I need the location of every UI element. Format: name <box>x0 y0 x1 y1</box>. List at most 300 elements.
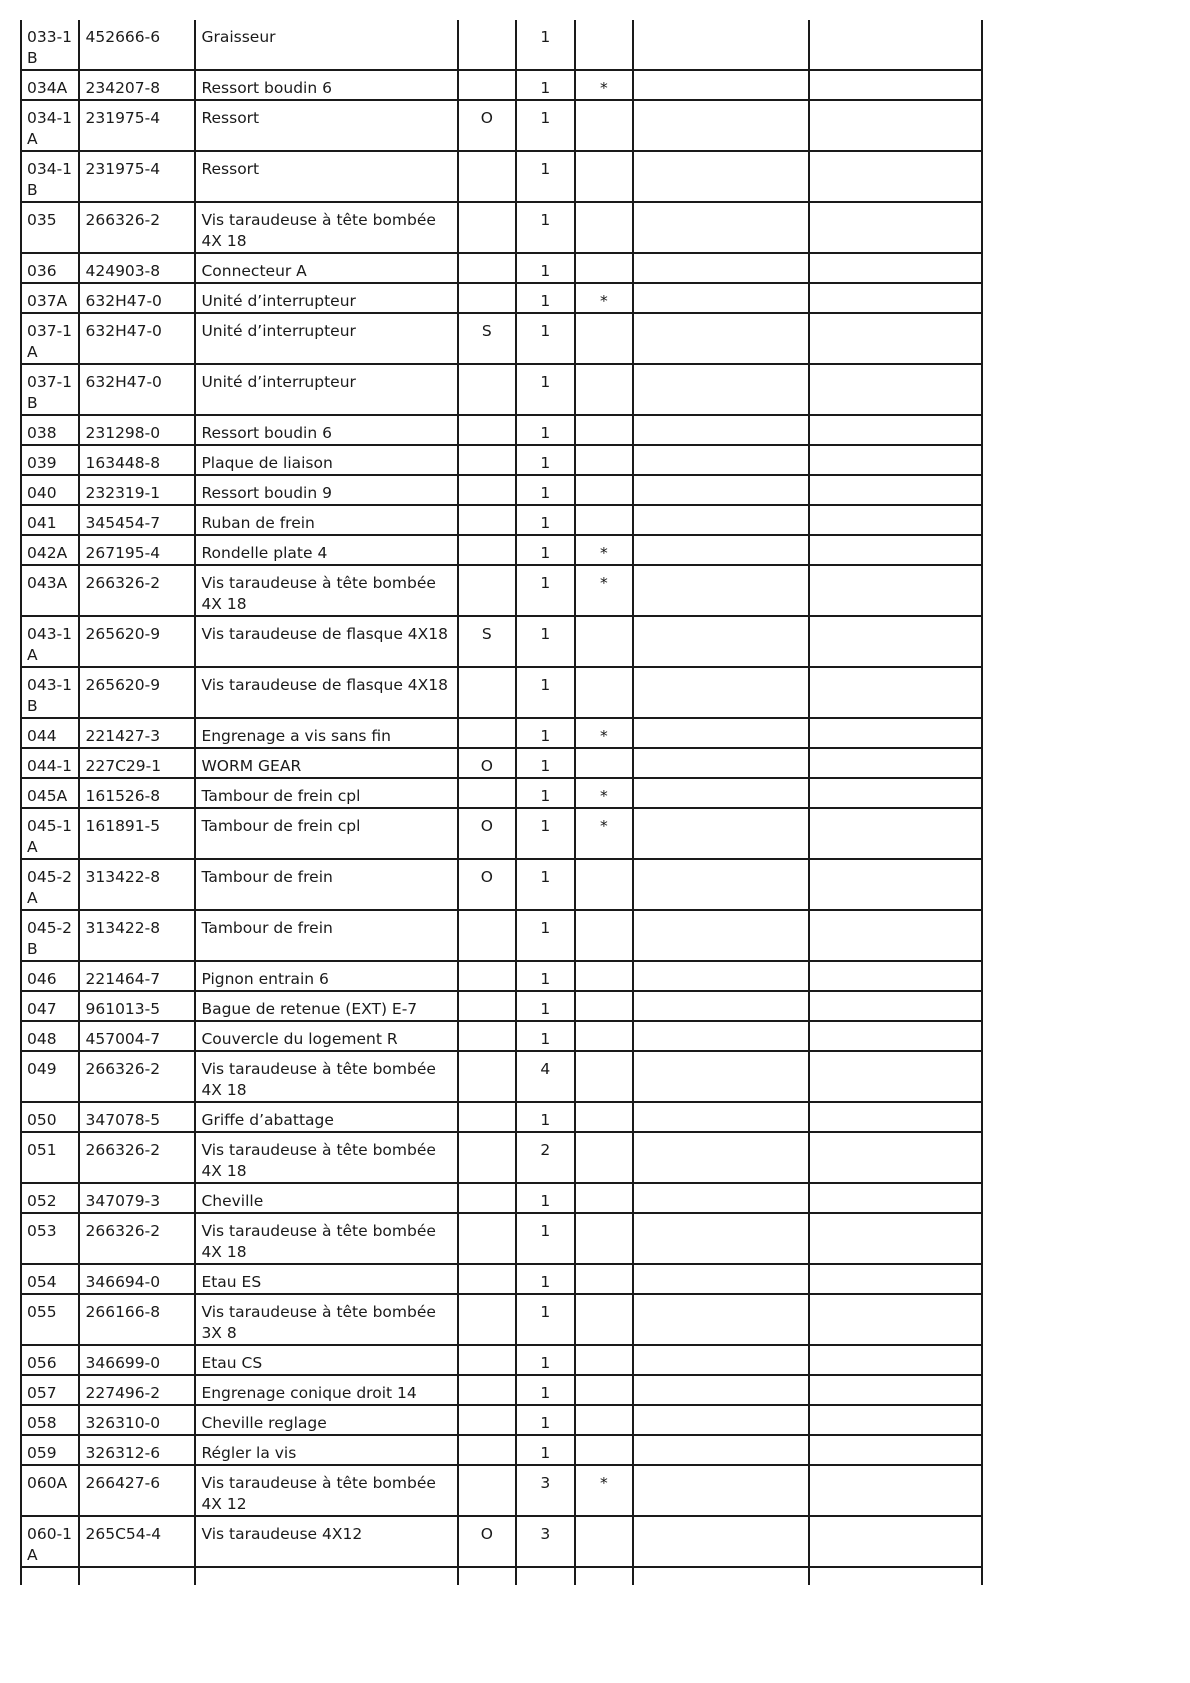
quantity-cell: 3 <box>516 1516 574 1567</box>
blank-cell <box>809 70 982 100</box>
part-number-cell: 347079-3 <box>79 1183 195 1213</box>
blank-cell <box>809 667 982 718</box>
table-row <box>21 1264 982 1294</box>
ref-cell: 060A <box>21 1465 79 1516</box>
quantity-cell: 1 <box>516 859 574 910</box>
part-number-cell: 231298-0 <box>79 415 195 445</box>
table-row <box>21 1051 982 1102</box>
table-row <box>21 1294 982 1345</box>
mark-cell <box>458 778 516 808</box>
blank-cell <box>809 202 982 253</box>
table-row <box>21 1405 982 1435</box>
note-cell <box>575 1345 633 1375</box>
description-cell: Griffe d’abattage <box>195 1102 457 1132</box>
blank-cell <box>809 20 982 70</box>
table-row <box>21 910 982 961</box>
blank-cell <box>633 1435 808 1465</box>
part-number-cell: 266326-2 <box>79 1213 195 1264</box>
description-cell: Ressort <box>195 100 457 151</box>
mark-cell <box>458 1435 516 1465</box>
mark-cell <box>458 415 516 445</box>
blank-cell <box>809 616 982 667</box>
quantity-cell: 1 <box>516 718 574 748</box>
blank-cell <box>633 808 808 859</box>
blank-cell <box>633 1021 808 1051</box>
blank-cell <box>633 1516 808 1567</box>
part-number-cell: 265C54-4 <box>79 1516 195 1567</box>
blank-cell <box>809 1183 982 1213</box>
quantity-cell: 1 <box>516 1294 574 1345</box>
blank-cell <box>809 151 982 202</box>
quantity-cell: 1 <box>516 1102 574 1132</box>
quantity-cell: 1 <box>516 1021 574 1051</box>
blank-cell <box>809 100 982 151</box>
part-number-cell: 347078-5 <box>79 1102 195 1132</box>
quantity-cell: 1 <box>516 991 574 1021</box>
ref-cell: 047 <box>21 991 79 1021</box>
note-cell <box>575 616 633 667</box>
quantity-cell: 1 <box>516 1183 574 1213</box>
part-number-cell: 232319-1 <box>79 475 195 505</box>
table-row <box>21 991 982 1021</box>
blank-cell <box>809 1345 982 1375</box>
ref-cell: 044 <box>21 718 79 748</box>
description-cell: Vis taraudeuse de flasque 4X18 <box>195 616 457 667</box>
table-row <box>21 1021 982 1051</box>
blank-cell <box>809 748 982 778</box>
ref-cell: 055 <box>21 1294 79 1345</box>
part-number-cell: 632H47-0 <box>79 313 195 364</box>
part-number-cell: 227C29-1 <box>79 748 195 778</box>
description-cell: Pignon entrain 6 <box>195 961 457 991</box>
blank-cell <box>633 1465 808 1516</box>
mark-cell <box>458 667 516 718</box>
blank-cell <box>809 283 982 313</box>
blank-cell <box>575 1567 633 1585</box>
blank-cell <box>809 778 982 808</box>
blank-cell <box>633 961 808 991</box>
blank-cell <box>809 1567 982 1585</box>
quantity-cell: 1 <box>516 808 574 859</box>
ref-cell: 041 <box>21 505 79 535</box>
mark-cell <box>458 910 516 961</box>
ref-cell: 033-1 B <box>21 20 79 70</box>
table-row <box>21 202 982 253</box>
note-cell <box>575 313 633 364</box>
table-row <box>21 364 982 415</box>
table-row <box>21 616 982 667</box>
mark-cell <box>458 475 516 505</box>
quantity-cell: 1 <box>516 505 574 535</box>
blank-cell <box>79 1567 195 1585</box>
part-number-cell: 231975-4 <box>79 151 195 202</box>
blank-cell <box>809 505 982 535</box>
mark-cell: O <box>458 100 516 151</box>
ref-cell: 058 <box>21 1405 79 1435</box>
ref-cell: 037A <box>21 283 79 313</box>
table-row <box>21 1465 982 1516</box>
table-row <box>21 565 982 616</box>
blank-cell <box>633 70 808 100</box>
blank-cell <box>809 253 982 283</box>
ref-cell: 039 <box>21 445 79 475</box>
ref-cell: 059 <box>21 1435 79 1465</box>
ref-cell: 045-2 B <box>21 910 79 961</box>
quantity-cell: 1 <box>516 616 574 667</box>
description-cell: Unité d’interrupteur <box>195 283 457 313</box>
description-cell: Connecteur A <box>195 253 457 283</box>
blank-cell <box>809 991 982 1021</box>
note-cell <box>575 1051 633 1102</box>
part-number-cell: 221427-3 <box>79 718 195 748</box>
mark-cell <box>458 151 516 202</box>
description-cell: Engrenage a vis sans fin <box>195 718 457 748</box>
blank-cell <box>809 910 982 961</box>
mark-cell: O <box>458 808 516 859</box>
part-number-cell: 457004-7 <box>79 1021 195 1051</box>
note-cell <box>575 859 633 910</box>
blank-cell <box>809 415 982 445</box>
description-cell: Ruban de frein <box>195 505 457 535</box>
note-cell <box>575 748 633 778</box>
quantity-cell: 1 <box>516 961 574 991</box>
mark-cell <box>458 445 516 475</box>
parts-table <box>20 20 983 1585</box>
part-number-cell: 266326-2 <box>79 565 195 616</box>
quantity-cell: 4 <box>516 1051 574 1102</box>
note-cell <box>575 202 633 253</box>
table-row <box>21 445 982 475</box>
part-number-cell: 346694-0 <box>79 1264 195 1294</box>
ref-cell: 038 <box>21 415 79 445</box>
note-cell <box>575 667 633 718</box>
note-cell: * <box>575 778 633 808</box>
blank-cell <box>809 565 982 616</box>
blank-cell <box>633 1345 808 1375</box>
quantity-cell: 1 <box>516 1345 574 1375</box>
blank-cell <box>21 1567 79 1585</box>
note-cell <box>575 415 633 445</box>
blank-cell <box>809 313 982 364</box>
ref-cell: 052 <box>21 1183 79 1213</box>
note-cell: * <box>575 1465 633 1516</box>
blank-cell <box>809 1294 982 1345</box>
part-number-cell: 961013-5 <box>79 991 195 1021</box>
table-row <box>21 961 982 991</box>
table-row <box>21 748 982 778</box>
mark-cell <box>458 1465 516 1516</box>
ref-cell: 050 <box>21 1102 79 1132</box>
table-row <box>21 1516 982 1567</box>
quantity-cell: 1 <box>516 1375 574 1405</box>
blank-cell <box>633 859 808 910</box>
blank-cell <box>633 535 808 565</box>
description-cell: Tambour de frein <box>195 859 457 910</box>
ref-cell: 046 <box>21 961 79 991</box>
ref-cell: 042A <box>21 535 79 565</box>
ref-cell: 043-1 A <box>21 616 79 667</box>
mark-cell <box>458 1294 516 1345</box>
description-cell: Ressort boudin 6 <box>195 70 457 100</box>
mark-cell <box>458 1132 516 1183</box>
ref-cell: 048 <box>21 1021 79 1051</box>
note-cell <box>575 910 633 961</box>
table-row <box>21 808 982 859</box>
table-row <box>21 1102 982 1132</box>
table-row <box>21 1213 982 1264</box>
part-number-cell: 346699-0 <box>79 1345 195 1375</box>
mark-cell <box>458 718 516 748</box>
ref-cell: 051 <box>21 1132 79 1183</box>
table-row <box>21 505 982 535</box>
blank-cell <box>809 1405 982 1435</box>
part-number-cell: 424903-8 <box>79 253 195 283</box>
blank-cell <box>633 910 808 961</box>
mark-cell <box>458 505 516 535</box>
description-cell: Graisseur <box>195 20 457 70</box>
note-cell <box>575 961 633 991</box>
part-number-cell: 266166-8 <box>79 1294 195 1345</box>
note-cell <box>575 1183 633 1213</box>
ref-cell: 037-1 B <box>21 364 79 415</box>
mark-cell <box>458 535 516 565</box>
mark-cell <box>458 1213 516 1264</box>
note-cell <box>575 151 633 202</box>
blank-cell <box>633 1051 808 1102</box>
description-cell: Ressort <box>195 151 457 202</box>
part-number-cell: 266326-2 <box>79 202 195 253</box>
quantity-cell: 1 <box>516 415 574 445</box>
quantity-cell: 2 <box>516 1132 574 1183</box>
part-number-cell: 265620-9 <box>79 667 195 718</box>
mark-cell <box>458 1021 516 1051</box>
blank-cell <box>633 1567 808 1585</box>
ref-cell: 034-1 A <box>21 100 79 151</box>
table-row <box>21 535 982 565</box>
mark-cell: O <box>458 1516 516 1567</box>
mark-cell <box>458 1264 516 1294</box>
part-number-cell: 221464-7 <box>79 961 195 991</box>
quantity-cell: 3 <box>516 1465 574 1516</box>
blank-cell <box>809 961 982 991</box>
table-row <box>21 859 982 910</box>
description-cell: Vis taraudeuse de flasque 4X18 <box>195 667 457 718</box>
mark-cell <box>458 364 516 415</box>
table-row <box>21 1183 982 1213</box>
blank-cell <box>633 1183 808 1213</box>
part-number-cell: 313422-8 <box>79 859 195 910</box>
blank-cell <box>633 667 808 718</box>
blank-cell <box>633 151 808 202</box>
table-row <box>21 253 982 283</box>
ref-cell: 045A <box>21 778 79 808</box>
ref-cell: 037-1 A <box>21 313 79 364</box>
description-cell: Tambour de frein cpl <box>195 778 457 808</box>
table-row <box>21 1435 982 1465</box>
table-row <box>21 415 982 445</box>
note-cell: * <box>575 565 633 616</box>
mark-cell <box>458 1183 516 1213</box>
description-cell: Vis taraudeuse 4X12 <box>195 1516 457 1567</box>
blank-cell <box>633 202 808 253</box>
note-cell <box>575 1435 633 1465</box>
ref-cell: 043-1 B <box>21 667 79 718</box>
mark-cell <box>458 565 516 616</box>
ref-cell: 053 <box>21 1213 79 1264</box>
mark-cell <box>458 20 516 70</box>
part-number-cell: 326312-6 <box>79 1435 195 1465</box>
blank-cell <box>633 565 808 616</box>
mark-cell: S <box>458 313 516 364</box>
note-cell <box>575 1132 633 1183</box>
note-cell: * <box>575 283 633 313</box>
description-cell: Unité d’interrupteur <box>195 364 457 415</box>
ref-cell: 043A <box>21 565 79 616</box>
blank-cell <box>809 1375 982 1405</box>
blank-cell <box>809 535 982 565</box>
part-number-cell: 267195-4 <box>79 535 195 565</box>
description-cell: Couvercle du logement R <box>195 1021 457 1051</box>
blank-cell <box>633 1294 808 1345</box>
ref-cell: 044-1 <box>21 748 79 778</box>
description-cell: Vis taraudeuse à tête bombée 4X 18 <box>195 1051 457 1102</box>
blank-cell <box>633 1102 808 1132</box>
description-cell: Régler la vis <box>195 1435 457 1465</box>
table-row <box>21 475 982 505</box>
ref-cell: 049 <box>21 1051 79 1102</box>
blank-cell <box>633 253 808 283</box>
note-cell <box>575 100 633 151</box>
part-number-cell: 266326-2 <box>79 1132 195 1183</box>
description-cell: Vis taraudeuse à tête bombée 3X 8 <box>195 1294 457 1345</box>
part-number-cell: 163448-8 <box>79 445 195 475</box>
blank-cell <box>809 1435 982 1465</box>
note-cell <box>575 1375 633 1405</box>
note-cell <box>575 1294 633 1345</box>
blank-cell <box>633 100 808 151</box>
blank-cell <box>633 1264 808 1294</box>
quantity-cell: 1 <box>516 202 574 253</box>
description-cell: Vis taraudeuse à tête bombée 4X 18 <box>195 1132 457 1183</box>
table-row <box>21 1345 982 1375</box>
note-cell: * <box>575 808 633 859</box>
parts-table-body <box>21 20 982 1585</box>
blank-cell <box>809 718 982 748</box>
quantity-cell: 1 <box>516 1405 574 1435</box>
mark-cell <box>458 202 516 253</box>
blank-cell <box>458 1567 516 1585</box>
quantity-cell: 1 <box>516 70 574 100</box>
blank-cell <box>633 283 808 313</box>
blank-cell <box>633 364 808 415</box>
quantity-cell: 1 <box>516 20 574 70</box>
blank-cell <box>516 1567 574 1585</box>
quantity-cell: 1 <box>516 565 574 616</box>
blank-cell <box>633 1132 808 1183</box>
note-cell <box>575 991 633 1021</box>
part-number-cell: 161891-5 <box>79 808 195 859</box>
mark-cell <box>458 283 516 313</box>
description-cell: Vis taraudeuse à tête bombée 4X 12 <box>195 1465 457 1516</box>
ref-cell: 036 <box>21 253 79 283</box>
quantity-cell: 1 <box>516 475 574 505</box>
mark-cell <box>458 961 516 991</box>
quantity-cell: 1 <box>516 535 574 565</box>
table-row <box>21 778 982 808</box>
description-cell: Vis taraudeuse à tête bombée 4X 18 <box>195 202 457 253</box>
note-cell <box>575 253 633 283</box>
table-row <box>21 313 982 364</box>
part-number-cell: 452666-6 <box>79 20 195 70</box>
part-number-cell: 161526-8 <box>79 778 195 808</box>
ref-cell: 057 <box>21 1375 79 1405</box>
description-cell: Tambour de frein cpl <box>195 808 457 859</box>
part-number-cell: 265620-9 <box>79 616 195 667</box>
blank-cell <box>809 1102 982 1132</box>
description-cell: Ressort boudin 6 <box>195 415 457 445</box>
note-cell <box>575 505 633 535</box>
blank-cell <box>809 1213 982 1264</box>
note-cell <box>575 445 633 475</box>
blank-cell <box>809 1132 982 1183</box>
note-cell <box>575 1102 633 1132</box>
quantity-cell: 1 <box>516 445 574 475</box>
table-row <box>21 100 982 151</box>
quantity-cell: 1 <box>516 364 574 415</box>
note-cell <box>575 1213 633 1264</box>
quantity-cell: 1 <box>516 253 574 283</box>
blank-cell <box>633 1375 808 1405</box>
blank-cell <box>633 718 808 748</box>
note-cell: * <box>575 718 633 748</box>
part-number-cell: 266427-6 <box>79 1465 195 1516</box>
description-cell: Vis taraudeuse à tête bombée 4X 18 <box>195 565 457 616</box>
quantity-cell: 1 <box>516 283 574 313</box>
table-row <box>21 1375 982 1405</box>
blank-cell <box>633 616 808 667</box>
part-number-cell: 231975-4 <box>79 100 195 151</box>
ref-cell: 054 <box>21 1264 79 1294</box>
ref-cell: 040 <box>21 475 79 505</box>
description-cell: Cheville <box>195 1183 457 1213</box>
ref-cell: 035 <box>21 202 79 253</box>
description-cell: Cheville reglage <box>195 1405 457 1435</box>
blank-cell <box>809 1264 982 1294</box>
mark-cell <box>458 1375 516 1405</box>
part-number-cell: 345454-7 <box>79 505 195 535</box>
note-cell <box>575 475 633 505</box>
ref-cell: 045-1 A <box>21 808 79 859</box>
blank-cell <box>633 748 808 778</box>
blank-cell <box>633 991 808 1021</box>
table-row <box>21 20 982 70</box>
table-row <box>21 718 982 748</box>
mark-cell <box>458 1102 516 1132</box>
part-number-cell: 632H47-0 <box>79 283 195 313</box>
quantity-cell: 1 <box>516 1435 574 1465</box>
blank-cell <box>809 475 982 505</box>
mark-cell <box>458 991 516 1021</box>
mark-cell <box>458 1405 516 1435</box>
ref-cell: 034-1 B <box>21 151 79 202</box>
table-row <box>21 1132 982 1183</box>
ref-cell: 060-1 A <box>21 1516 79 1567</box>
table-row <box>21 70 982 100</box>
blank-cell <box>809 445 982 475</box>
mark-cell <box>458 70 516 100</box>
blank-cell <box>195 1567 457 1585</box>
part-number-cell: 632H47-0 <box>79 364 195 415</box>
